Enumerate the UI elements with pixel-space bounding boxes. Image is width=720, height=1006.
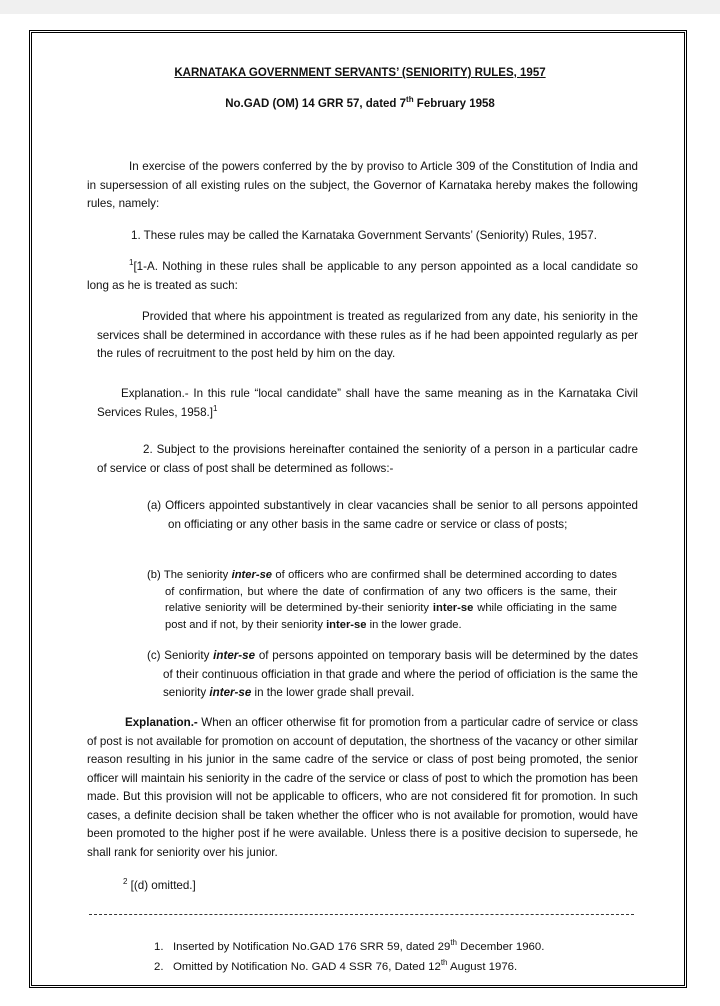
explanation-local-candidate: Explanation.- In this rule “local candidate” shall have the same meaning as in the Karnataka Civil Services Rules, 1958.]$^1$	[97, 387, 638, 419]
footnote-2: 2. Omitted by Notification No. GAD 4 SSR 76, Dated 12th August 1976.	[154, 958, 518, 973]
footnote-divider	[89, 914, 634, 915]
footnote-1: 1. Inserted by Notification No.GAD 176 SRR 59, dated 29th December 1960.	[154, 938, 545, 953]
preamble-paragraph: In exercise of the powers conferred by the by proviso to Article 309 of the Constitution of India and in supersession of all existing rules on the subject, the Governor of Karnataka hereby makes the following rules, namely:	[87, 160, 638, 210]
clause-c: (c) Seniority inter-se of persons appointed on temporary basis will be determined by the dates of their continuous officiation in that grade and where the period of officiation is the same the seniority inter-se in the lower grade shall prevail.	[147, 649, 638, 699]
order-reference: No.GAD (OM) 14 GRR 57, dated 7th February 1958	[225, 95, 495, 110]
clause-d-omitted: $^2$ [(d) omitted.]	[123, 877, 196, 892]
document-title: KARNATAKA GOVERNMENT SERVANTS’ (SENIORITY) RULES, 1957	[174, 67, 546, 79]
proviso-paragraph: Provided that where his appointment is treated as regularized from any date, his seniority in the services shall be determined in accordance with these rules as if he had been appointed regularly as per the rules of recruitment to the post held by him on the day.	[97, 310, 638, 360]
clause-a: (a) Officers appointed substantively in clear vacancies shall be senior to all persons appointed on officiating or any other basis in the same cadre or service or class of posts;	[147, 499, 638, 531]
rule-1: 1. These rules may be called the Karnataka Government Servants’ (Seniority) Rules, 1957.	[131, 229, 597, 242]
rule-2: 2. Subject to the provisions hereinafter contained the seniority of a person in a particular cadre of service or class of post shall be determined as follows:-	[97, 443, 638, 475]
clause-b: (b) The seniority inter-se of officers who are confirmed shall be determined according to dates of confirmation, but where the date of confirmation of any two officers is the same, their relative seniority will be determined by-their seniority inter-se while officiating in the same post and if not, by their seniority inter-se in the lower grade.	[147, 569, 617, 631]
explanation-promotion: Explanation.- When an officer otherwise fit for promotion from a particular cadre of service or class of post is not available for promotion on account of deputation, the shortness of the vacancy or other similar reason resulting in his junior in the same cadre of the service or class of post being promoted, the senior officer will maintain his seniority in the cadre of the service or class of post to which the promotion has been made. But this provision will not be applicable to officers, who are not considered fit for promotion. In such cases, a definite decision shall be taken whether the officer who is not available for promotion, would have been promoted to the higher post if he were available. Unless there is a positive decision to supersede, he shall rank for seniority over his junior.	[87, 716, 638, 859]
rule-1a: $^1$[1-A. Nothing in these rules shall be applicable to any person appointed as a local candidate so long as he is treated as such:	[87, 258, 638, 292]
